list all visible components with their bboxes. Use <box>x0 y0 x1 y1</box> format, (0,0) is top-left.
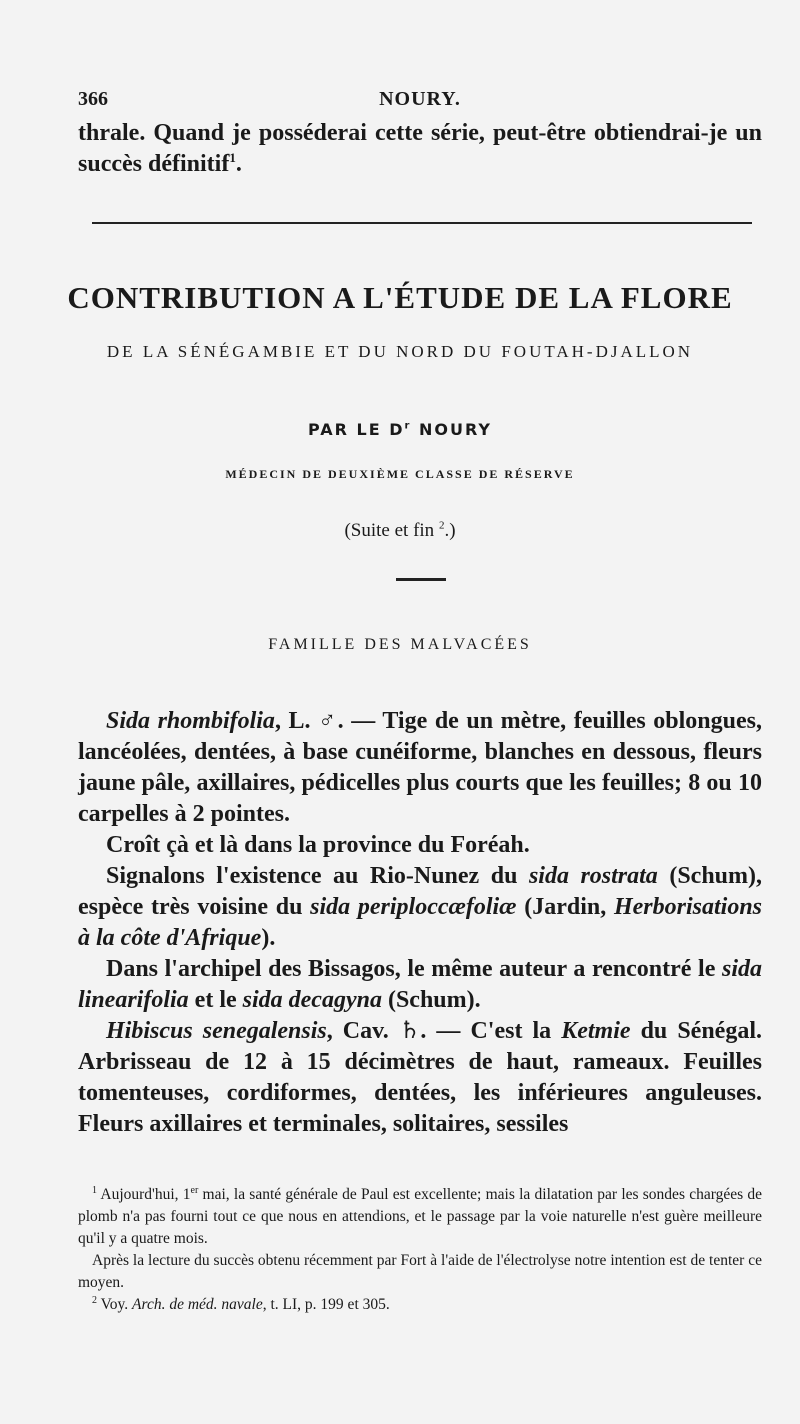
paragraph-rio-nunez <box>78 861 762 954</box>
suite-note <box>0 520 800 542</box>
footnote-text: Après la lecture du succès obtenu récemment par Fort à l'aide de l'électrolyse notre intention est de tenter ce moyen. <box>78 1252 762 1291</box>
paragraph-hibiscus <box>78 1016 762 1140</box>
footnote-1 <box>78 1184 762 1250</box>
footnote-text: , t. LI, p. 199 et 305. <box>262 1296 390 1313</box>
paragraph-text: Signalons l'existence au Rio-Nunez du <box>106 863 529 889</box>
species-name: sida decagyna <box>242 987 382 1013</box>
paragraph-text: Dans l'archipel des Bissagos, le même auteur a rencontré le <box>106 956 722 982</box>
author-prefix: PAR LE D <box>307 420 405 439</box>
paragraph-text: et le <box>188 987 243 1013</box>
species-name: sida periploccæfoliæ <box>310 894 517 920</box>
author-name: NOURY <box>411 420 493 439</box>
footnote-ref-1: 1 <box>229 150 236 165</box>
footnotes <box>78 1184 762 1316</box>
paragraph-text: (Schum). <box>381 987 481 1013</box>
paragraph-text: Croît çà et là dans la province du Foréah. <box>106 832 530 858</box>
lead-text: thrale. Quand je posséderai cette série, peut-être obtiendrai-je un succès définitif <box>78 120 762 177</box>
footnote-1-continued <box>78 1250 762 1294</box>
paragraph-text: (Schum), espèce très voisine du <box>78 863 762 920</box>
footnote-marker: 1 <box>92 1184 97 1196</box>
paragraph-text: (Jardin, <box>516 894 614 920</box>
paragraph-text: , L. ♂. — Tige de un mètre, feuilles oblongues, lancéolées, dentées, à base cunéiforme, blanches en dessous, fleurs jaune pâle, axillaires, pédicelles plus courts que les feuilles; 8 ou 10 carpelles à 2 pointes. <box>78 708 762 827</box>
lead-paragraph <box>78 118 762 180</box>
short-divider <box>396 578 446 581</box>
footnote-ref-2: 2 <box>438 519 445 532</box>
footnote-marker: 2 <box>92 1294 97 1306</box>
footnote-text: Aujourd'hui, 1 <box>97 1186 191 1203</box>
book-title: Herborisations à la côte d'Afrique <box>78 894 762 951</box>
common-name: Ketmie <box>561 1018 631 1044</box>
section-divider <box>92 222 752 224</box>
species-name: sida linearifolia <box>78 956 762 1013</box>
journal-title: Arch. de méd. navale <box>132 1296 263 1313</box>
paragraph-sida-rhombifolia <box>78 706 762 830</box>
main-text <box>78 706 762 1140</box>
species-name: sida rostrata <box>528 863 658 889</box>
running-head <box>78 88 762 118</box>
paragraph-bissagos <box>78 954 762 1016</box>
footnote-text: mai, la santé générale de Paul est excellente; mais la dilatation par les sondes chargées de plomb n'a pas fourni tout ce que nous en attendions, et le passage par la voie naturelle n'est guère meilleure qu'il y a quatre mois. <box>78 1186 763 1247</box>
species-name: Sida rhombifolia <box>106 708 275 734</box>
page-number: 366 <box>78 88 108 110</box>
article-subtitle: DE LA SÉNÉGAMBIE ET DU NORD DU FOUTAH-DJALLON <box>106 342 694 361</box>
paragraph-text: ). <box>261 925 276 951</box>
paragraph-foreah <box>78 830 762 861</box>
species-name: Hibiscus senegalensis <box>106 1018 327 1044</box>
ordinal-sup: er <box>190 1184 199 1196</box>
paragraph-text: du Sénégal. Arbrisseau de 12 à 15 décimètres de haut, rameaux. Feuilles tomenteuses, cordiformes, dentées, les inférieures anguleuses. Fleurs axillaires et terminales, solitaires, sessiles <box>78 1018 762 1137</box>
family-heading: FAMILLE DES MALVACÉES <box>268 636 532 653</box>
lead-end: . <box>235 151 242 177</box>
footnote-text: Voy. <box>97 1296 133 1313</box>
suite-text: (Suite et fin <box>344 520 435 541</box>
author-title-sup: r <box>404 420 412 432</box>
article-title: CONTRIBUTION A L'ÉTUDE DE LA FLORE <box>67 280 733 315</box>
running-title: NOURY. <box>379 88 461 110</box>
author-affiliation: MÉDECIN DE DEUXIÈME CLASSE DE RÉSERVE <box>225 467 575 481</box>
suite-end: .) <box>444 520 456 541</box>
paragraph-text: , Cav. ♄. — C'est la <box>326 1018 562 1044</box>
author-line <box>0 420 800 439</box>
footnote-2 <box>78 1294 762 1316</box>
